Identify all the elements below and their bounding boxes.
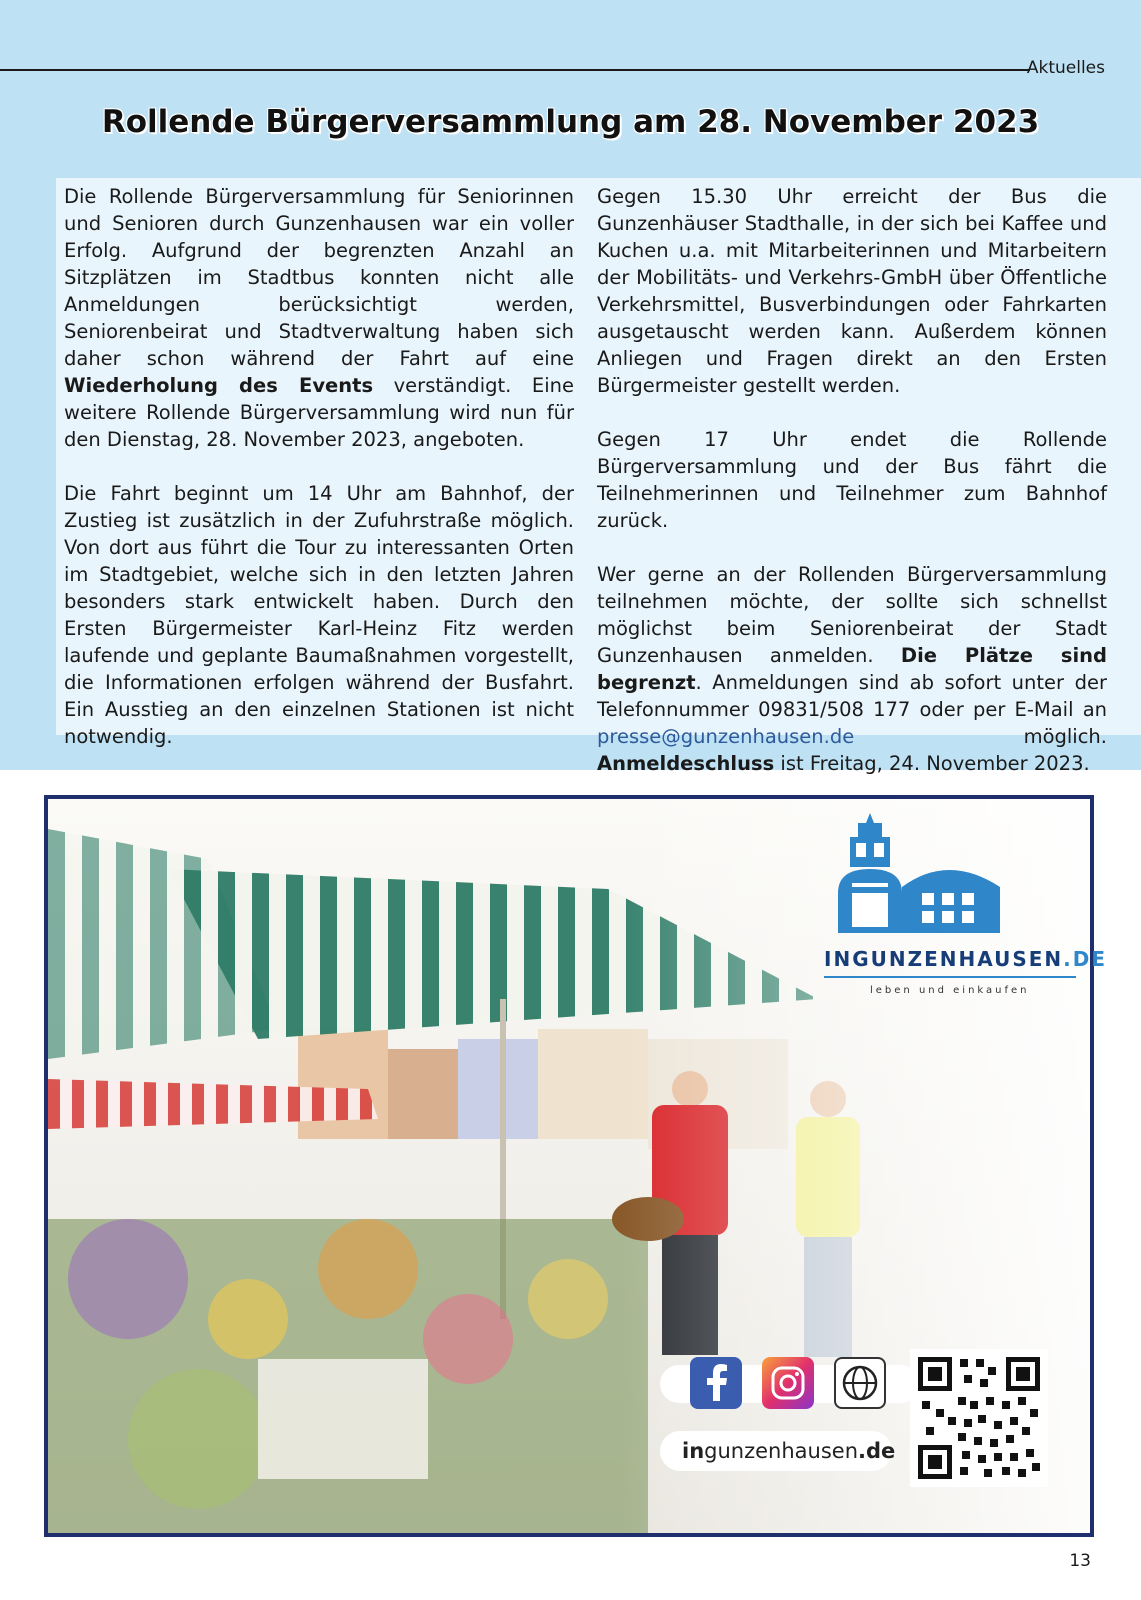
header-rule — [0, 69, 1030, 71]
paragraph: Wer gerne an der Rollenden Bürgerversammlung teilnehmen möchte, der sollte sich schnellst möglichst beim Seniorenbeirat der Stadt Gunzenhausen anmelden. Die Plätze sind begrenzt. Anmeldungen sind ab sofort unter der Telefonnummer 09831/508 177 oder per E-Mail an presse@gunzenhausen.de möglich. Anmeldeschluss ist Freitag, 24. November 2023. — [597, 563, 1107, 775]
globe-icon[interactable] — [834, 1357, 886, 1409]
tower-logo-icon — [818, 813, 1088, 1003]
article-column-right — [597, 183, 1107, 804]
brand-tagline: leben und einkaufen — [870, 985, 1030, 996]
article-headline: Rollende Bürgerversammlung am 28. November 2023 — [101, 104, 1040, 140]
email-link[interactable]: presse@gunzenhausen.de — [597, 725, 855, 748]
brand-rule — [824, 976, 1076, 978]
article-column-left — [64, 183, 574, 777]
instagram-icon[interactable] — [762, 1357, 814, 1409]
paragraph: Gegen 17 Uhr endet die Rollende Bürgerversammlung und der Bus fährt die Teilnehmerinnen und Teilnehmer zum Bahnhof zurück. — [597, 428, 1107, 532]
facebook-icon[interactable] — [690, 1357, 742, 1409]
paragraph: Gegen 15.30 Uhr erreicht der Bus die Gunzenhäuser Stadthalle, in der sich bei Kaffee und Kuchen u.a. mit Mitarbeiterinnen und Mitarbeitern der Mobilitäts- und Verkehrs-GmbH über Öffentliche Verkehrsmittel, Busverbindungen oder Fahrkarten ausgetauscht werden kann. Außerdem können Anliegen und Fragen direkt an den Ersten Bürgermeister gestellt werden. — [597, 185, 1107, 397]
advertisement — [44, 795, 1108, 1537]
website-url[interactable]: ingunzenhausen.de — [660, 1431, 892, 1471]
brand-name: INGUNZENHAUSEN.DE — [824, 947, 1108, 971]
section-label: Aktuelles — [1026, 58, 1105, 78]
paragraph: Die Fahrt beginnt um 14 Uhr am Bahnhof, der Zustieg ist zusätzlich in der Zufuhrstraße möglich. Von dort aus führt die Tour zu interessanten Orten im Stadtgebiet, welche sich in den letzten Jahren besonders stark entwickelt haben. Durch den Ersten Bürgermeister Karl-Heinz Fitz werden laufende und geplante Baumaßnahmen vorgestellt, die Informationen erfolgen während der Busfahrt. Ein Ausstieg an den einzelnen Stationen ist nicht notwendig. — [64, 482, 574, 748]
qr-code-icon[interactable] — [910, 1349, 1048, 1487]
page-number: 13 — [1069, 1551, 1091, 1571]
paragraph: Die Rollende Bürgerversammlung für Seniorinnen und Senioren durch Gunzenhausen war ein voller Erfolg. Aufgrund der begrenzten Anzahl an Sitzplätzen im Stadtbus konnten nicht alle Anmeldungen berücksichtigt werden, Seniorenbeirat und Stadtverwaltung haben sich daher schon während der Fahrt auf eine Wiederholung des Events verständigt. Eine weitere Rollende Bürgerversammlung wird nun für den Dienstag, 28. November 2023, angeboten. — [64, 185, 574, 451]
